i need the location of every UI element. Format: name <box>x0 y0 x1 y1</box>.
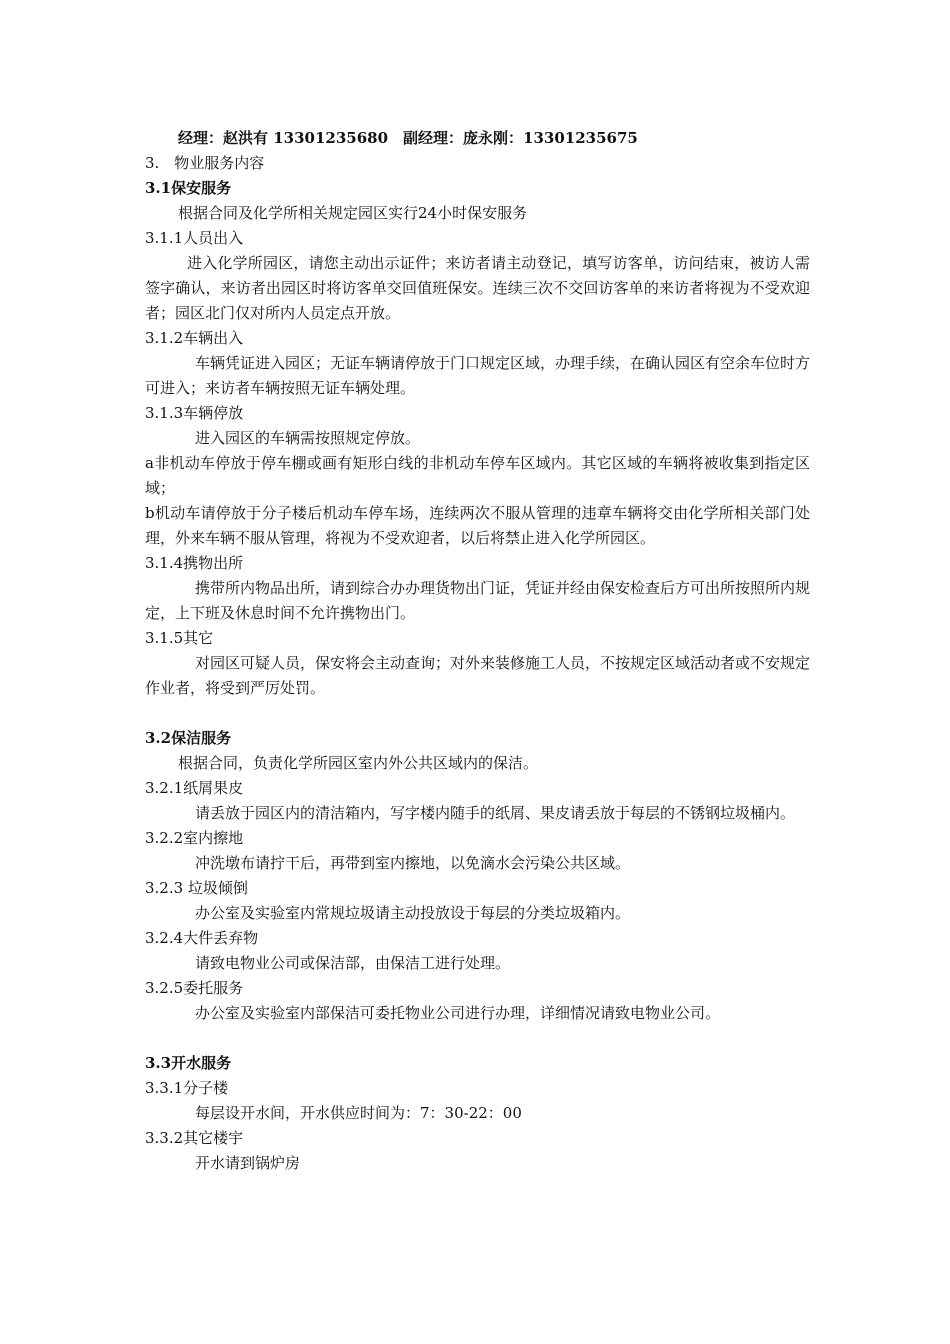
section-3-2-4-body: 请致电物业公司或保洁部，由保洁工进行处理。 <box>195 954 511 972</box>
section-3-3-1-heading: 3.3.1分子楼 <box>145 1079 229 1097</box>
section-3-1-3-item-b: b机动车请停放于分子楼后机动车停车场，连续两次不服从管理的违章车辆将交由化学所相关部门处理，外来车辆不服从管理，将视为不受欢迎者，以后将禁止进入化学所园区。 <box>145 504 810 547</box>
section-3-1-intro: 根据合同及化学所相关规定园区实行24小时保安服务 <box>178 204 528 222</box>
section-3-2-5-body: 办公室及实验室内部保洁可委托物业公司进行办理，详细情况请致电物业公司。 <box>195 1004 721 1022</box>
section-3-2-5-heading: 3.2.5委托服务 <box>145 979 244 997</box>
section-3-3-2-body: 开水请到锅炉房 <box>195 1154 301 1172</box>
section-3-2-1-heading: 3.2.1纸屑果皮 <box>145 779 244 797</box>
section-3-1-1-body: 进入化学所园区，请您主动出示证件；来访者请主动登记，填写访客单，访问结束，被访人需签字确认，来访者出园区时将访客单交回值班保安。连续三次不交回访客单的来访者将视为不受欢迎者；园区北门仅对所内人员定点开放。 <box>145 254 810 322</box>
section-3-1-5-heading: 3.1.5其它 <box>145 629 214 647</box>
section-3-3-heading: 3.3开水服务 <box>145 1054 232 1072</box>
section-3-3-1-body: 每层设开水间，开水供应时间为：7：30-22：00 <box>195 1104 522 1122</box>
section-3-2-2-heading: 3.2.2室内擦地 <box>145 829 244 847</box>
spacer <box>145 701 810 726</box>
manager-contacts: 经理：赵洪有 13301235680 副经理：庞永刚：13301235675 <box>178 129 638 147</box>
section-3-2-intro: 根据合同，负责化学所园区室内外公共区域内的保洁。 <box>178 754 539 772</box>
section-3-2-heading: 3.2保洁服务 <box>145 729 232 747</box>
section-3-2-1-body: 请丢放于园区内的清洁箱内，写字楼内随手的纸屑、果皮请丢放于每层的不锈钢垃圾桶内。 <box>195 804 796 822</box>
spacer <box>145 1026 810 1051</box>
section-3-1-2-body: 车辆凭证进入园区；无证车辆请停放于门口规定区域，办理手续，在确认园区有空余车位时方可进入；来访者车辆按照无证车辆处理。 <box>145 354 811 397</box>
section-3-heading: 3. 物业服务内容 <box>145 154 265 172</box>
section-3-1-1-heading: 3.1.1人员出入 <box>145 229 244 247</box>
section-3-3-2-heading: 3.3.2其它楼宇 <box>145 1129 244 1147</box>
section-3-1-5-body: 对园区可疑人员，保安将会主动查询；对外来装修施工人员，不按规定区域活动者或不安规定作业者，将受到严厉处罚。 <box>145 654 811 697</box>
section-3-1-4-heading: 3.1.4携物出所 <box>145 554 244 572</box>
document-page <box>145 126 810 1176</box>
section-3-2-3-heading: 3.2.3 垃圾倾倒 <box>145 879 248 897</box>
section-3-1-heading: 3.1保安服务 <box>145 179 232 197</box>
section-3-2-2-body: 冲洗墩布请拧干后，再带到室内擦地，以免滴水会污染公共区域。 <box>195 854 631 872</box>
section-3-2-3-body: 办公室及实验室内常规垃圾请主动投放设于每层的分类垃圾箱内。 <box>195 904 631 922</box>
section-3-1-3-body: 进入园区的车辆需按照规定停放。 <box>195 429 421 447</box>
section-3-1-2-heading: 3.1.2车辆出入 <box>145 329 244 347</box>
section-3-1-3-item-a: a非机动车停放于停车棚或画有矩形白线的非机动车停车区域内。其它区域的车辆将被收集到指定区域； <box>145 454 810 497</box>
section-3-1-3-heading: 3.1.3车辆停放 <box>145 404 244 422</box>
section-3-2-4-heading: 3.2.4大件丢弃物 <box>145 929 259 947</box>
section-3-1-4-body: 携带所内物品出所，请到综合办办理货物出门证，凭证并经由保安检查后方可出所按照所内规定，上下班及休息时间不允许携物出门。 <box>145 579 811 622</box>
